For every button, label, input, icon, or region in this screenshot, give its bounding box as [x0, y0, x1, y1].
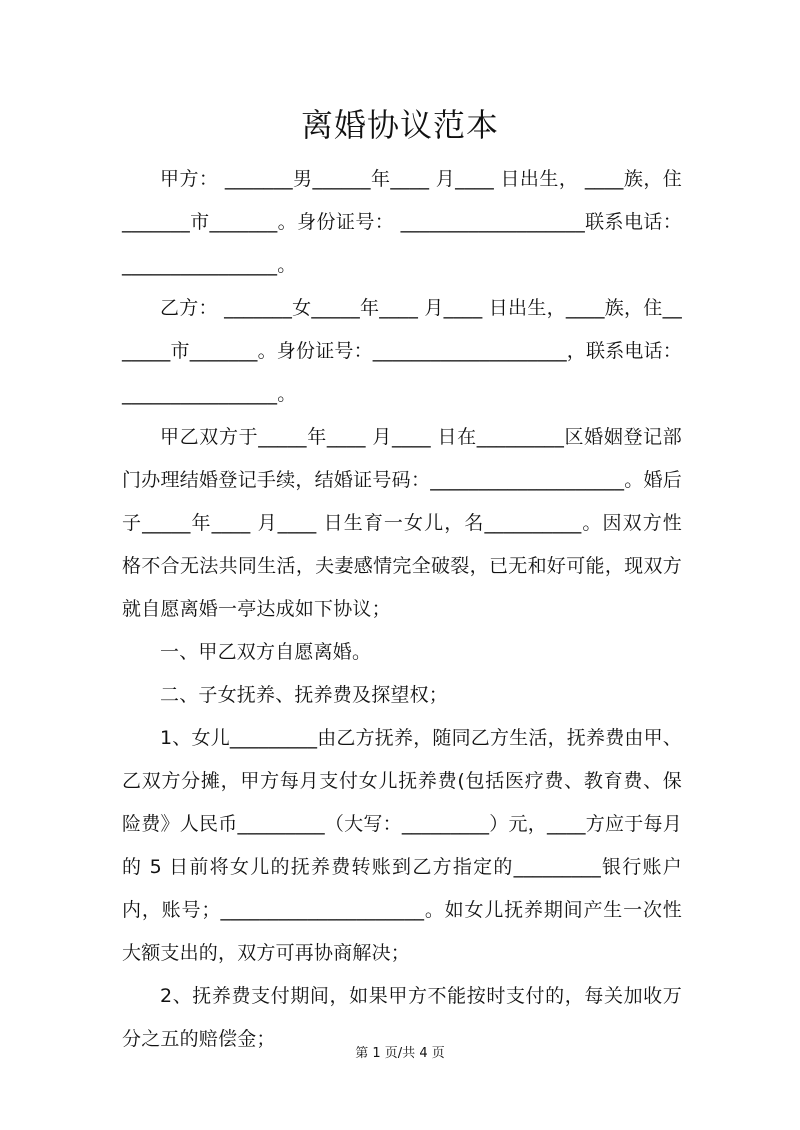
party-a-paragraph: 甲方： _______男______年____ 月____ 日出生， ____族，住_______市_______。身份证号： ___________________联系电话：________________。	[122, 168, 682, 276]
document-title: 离婚协议范本	[300, 106, 499, 144]
document-body	[122, 158, 682, 1061]
marriage-background-paragraph: 甲乙双方于_____年____ 月____ 日在_________区婚姻登记部门办理结婚登记手续，结婚证号码：____________________。婚后子_____年____ 月____ 日生育一女儿，名__________。因双方性格不合无法共同生活，夫妻感情完全破裂，已无和好可能，现双方就自愿离婚一亭达成如下协议；	[122, 426, 682, 620]
clause-1-heading: 一、甲乙双方自愿离婚。	[160, 641, 372, 663]
page-number: 第 1 页/共 4 页	[355, 1046, 445, 1061]
clause-2-item-2: 2、抚养费支付期间，如果甲方不能按时支付的，每关加收万分之五的赔偿金；	[122, 985, 682, 1050]
clause-2-heading: 二、子女抚养、抚养费及探望权；	[160, 684, 449, 706]
clause-2-item-1: 1、女儿_________由乙方抚养，随同乙方生活，抚养费由甲、乙双方分摊，甲方每月支付女儿抚养费(包括医疗费、教育费、保险费》人民币_________（大写：_________）元，____方应于每月的 5 日前将女儿的抚养费转账到乙方指定的_________银行账户内，账号；_____________________。如女儿抚养期间产生一次性大额支出的，双方可再协商解决；	[122, 727, 682, 964]
party-b-paragraph: 乙方： _______女_____年____ 月____ 日出生，____族，住_______市_______。身份证号：____________________，联系电话：________________。	[122, 297, 683, 405]
